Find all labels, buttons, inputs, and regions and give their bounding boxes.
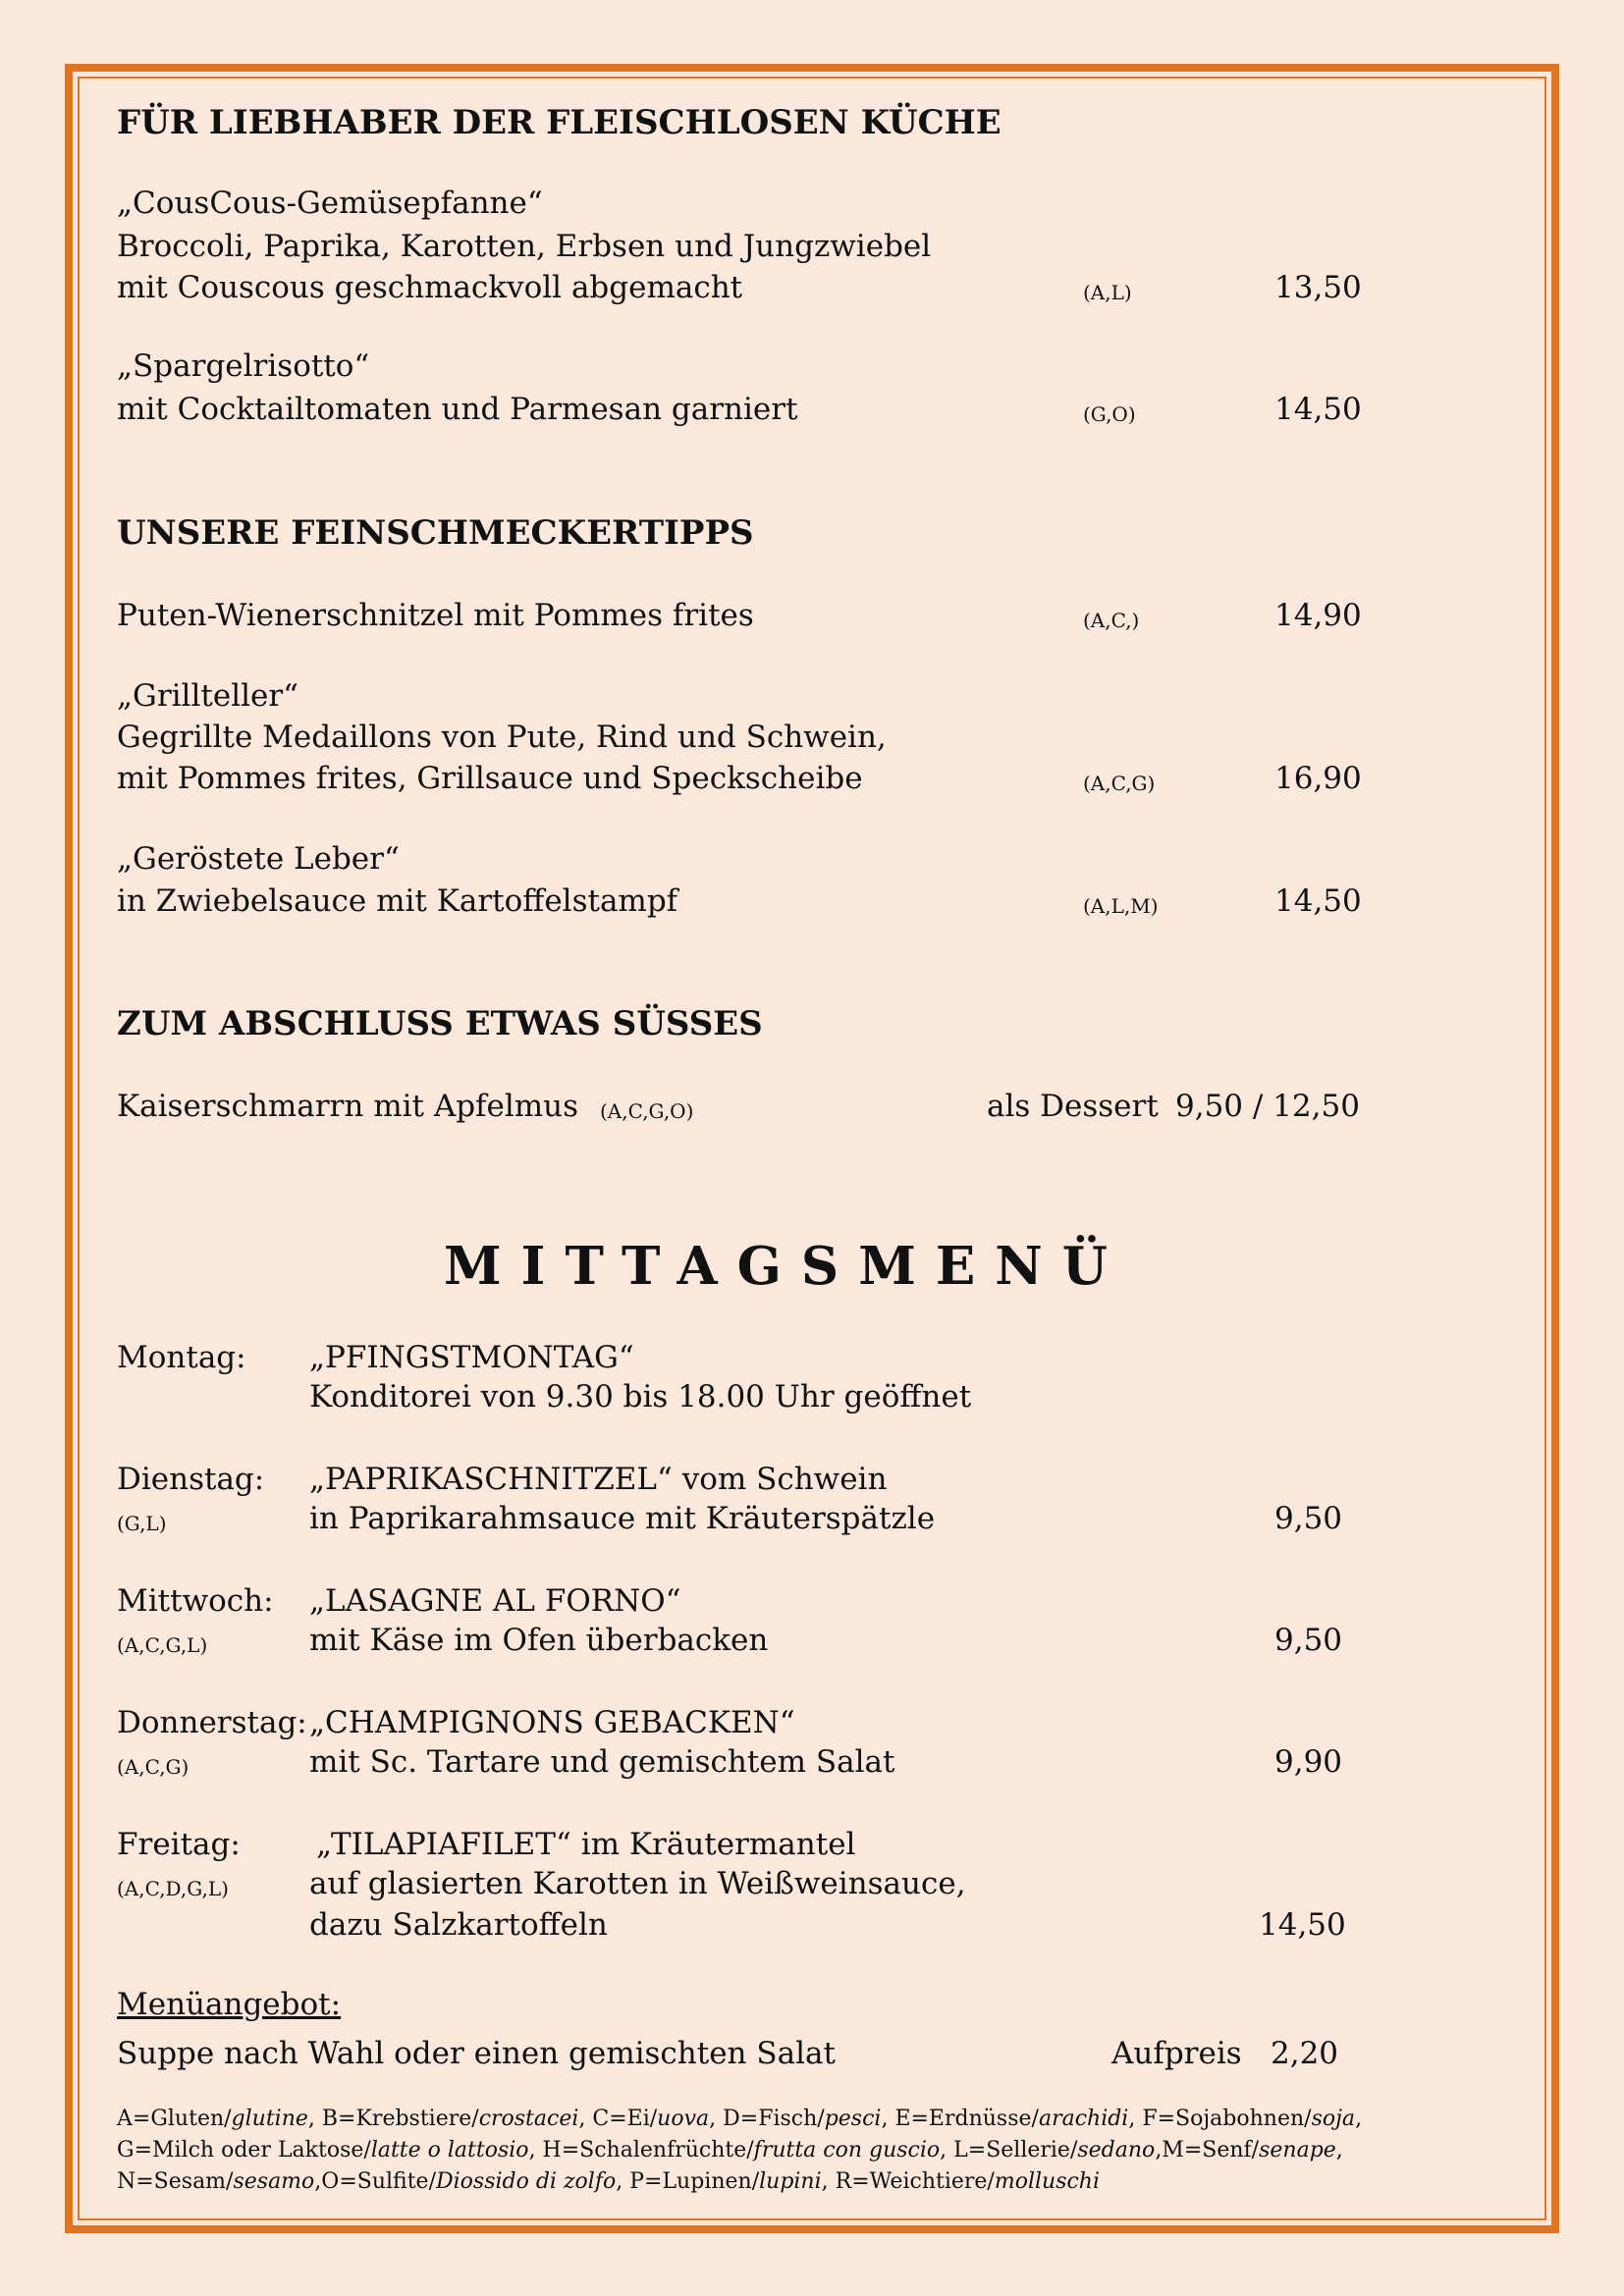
tuesday-label: Dienstag: bbox=[117, 1462, 265, 1497]
grill-name: „Grillteller“ bbox=[117, 678, 299, 714]
schnitzel-allergens: (A,C,) bbox=[1083, 609, 1140, 632]
monday-desc: Konditorei von 9.30 bis 18.00 Uhr geöffnet bbox=[309, 1379, 972, 1415]
schnitzel-desc: Puten-Wienerschnitzel mit Pommes frites bbox=[117, 598, 754, 633]
allergen-legend-line-1: A=Gluten/glutine, B=Krebstiere/crostacei, C=Ei/uova, D=Fisch/pesci, E=Erdnüsse/arachidi, F=Sojabohnen/soja, bbox=[117, 2107, 1363, 2131]
friday-price: 14,50 bbox=[1259, 1907, 1346, 1943]
risotto-allergens: (G,O) bbox=[1083, 402, 1136, 426]
dessert-allergens: (A,C,G,O) bbox=[600, 1099, 694, 1123]
allergen-legend-line-3: N=Sesam/sesamo,O=Sulfite/Diossido di zolfo, P=Lupinen/lupini, R=Weichtiere/molluschi bbox=[117, 2169, 1101, 2194]
gourmet-section-title: UNSERE FEINSCHMECKERTIPPS bbox=[117, 513, 754, 553]
couscous-allergens: (A,L) bbox=[1083, 281, 1132, 304]
couscous-desc-1: Broccoli, Paprika, Karotten, Erbsen und Jungzwiebel bbox=[117, 229, 932, 264]
dessert-price: 9,50 / 12,50 bbox=[1175, 1089, 1360, 1124]
liver-name: „Geröstete Leber“ bbox=[117, 841, 400, 877]
liver-price: 14,50 bbox=[1274, 883, 1362, 919]
grill-desc-2: mit Pommes frites, Grillsauce und Speckscheibe bbox=[117, 761, 863, 796]
monday-label: Montag: bbox=[117, 1340, 246, 1375]
menu-offer-text: Suppe nach Wahl oder einen gemischten Salat bbox=[117, 2036, 836, 2071]
risotto-price: 14,50 bbox=[1274, 392, 1362, 427]
tuesday-price: 9,50 bbox=[1274, 1501, 1343, 1536]
liver-allergens: (A,L,M) bbox=[1083, 894, 1159, 918]
wednesday-label: Mittwoch: bbox=[117, 1583, 274, 1619]
thursday-label: Donnerstag: bbox=[117, 1705, 307, 1740]
tuesday-dish: „PAPRIKASCHNITZEL“ vom Schwein bbox=[309, 1462, 888, 1497]
grill-allergens: (A,C,G) bbox=[1083, 772, 1156, 795]
grill-price: 16,90 bbox=[1274, 761, 1362, 796]
wednesday-dish: „LASAGNE AL FORNO“ bbox=[309, 1583, 681, 1619]
thursday-dish: „CHAMPIGNONS GEBACKEN“ bbox=[309, 1705, 795, 1740]
friday-dish: „TILAPIAFILET“ im Kräutermantel bbox=[316, 1827, 856, 1862]
couscous-desc-2: mit Couscous geschmackvoll abgemacht bbox=[117, 270, 743, 305]
menu-offer-label: Aufpreis bbox=[1111, 2036, 1242, 2071]
dessert-desc: Kaiserschmarrn mit Apfelmus bbox=[117, 1089, 579, 1124]
risotto-desc-1: mit Cocktailtomaten und Parmesan garniert bbox=[117, 392, 798, 427]
tuesday-desc: in Paprikarahmsauce mit Kräuterspätzle bbox=[309, 1501, 936, 1536]
thursday-price: 9,90 bbox=[1274, 1744, 1343, 1780]
couscous-price: 13,50 bbox=[1274, 270, 1362, 305]
wednesday-price: 9,50 bbox=[1274, 1623, 1343, 1658]
couscous-name: „CousCous-Gemüsepfanne“ bbox=[117, 186, 543, 221]
friday-desc-1: auf glasierten Karotten in Weißweinsauce, bbox=[309, 1866, 966, 1901]
friday-label: Freitag: bbox=[117, 1827, 241, 1862]
thursday-allergens: (A,C,G) bbox=[117, 1755, 189, 1779]
wednesday-desc: mit Käse im Ofen überbacken bbox=[309, 1623, 769, 1658]
grill-desc-1: Gegrillte Medaillons von Pute, Rind und Schwein, bbox=[117, 720, 887, 755]
lunch-menu-title: MITTAGSMENÜ bbox=[444, 1236, 1127, 1297]
monday-dish: „PFINGSTMONTAG“ bbox=[309, 1340, 634, 1375]
menu-offer-title: Menüangebot: bbox=[117, 1987, 342, 2022]
tuesday-allergens: (G,L) bbox=[117, 1512, 167, 1535]
dessert-section-title: ZUM ABSCHLUSS ETWAS SÜSSES bbox=[117, 1004, 763, 1043]
veg-section-title: FÜR LIEBHABER DER FLEISCHLOSEN KÜCHE bbox=[117, 103, 1001, 142]
wednesday-allergens: (A,C,G,L) bbox=[117, 1633, 208, 1657]
menu-offer-price: 2,20 bbox=[1271, 2036, 1339, 2071]
schnitzel-price: 14,90 bbox=[1274, 598, 1362, 633]
risotto-name: „Spargelrisotto“ bbox=[117, 348, 370, 384]
allergen-legend-line-2: G=Milch oder Laktose/latte o lattosio, H=Schalenfrüchte/frutta con guscio, L=Sellerie/sedano,M=Senf/senape, bbox=[117, 2138, 1343, 2163]
dessert-label: als Dessert bbox=[987, 1089, 1159, 1124]
liver-desc-1: in Zwiebelsauce mit Kartoffelstampf bbox=[117, 883, 678, 919]
friday-allergens: (A,C,D,G,L) bbox=[117, 1877, 229, 1900]
friday-desc-2: dazu Salzkartoffeln bbox=[309, 1907, 608, 1943]
thursday-desc: mit Sc. Tartare und gemischtem Salat bbox=[309, 1744, 895, 1780]
